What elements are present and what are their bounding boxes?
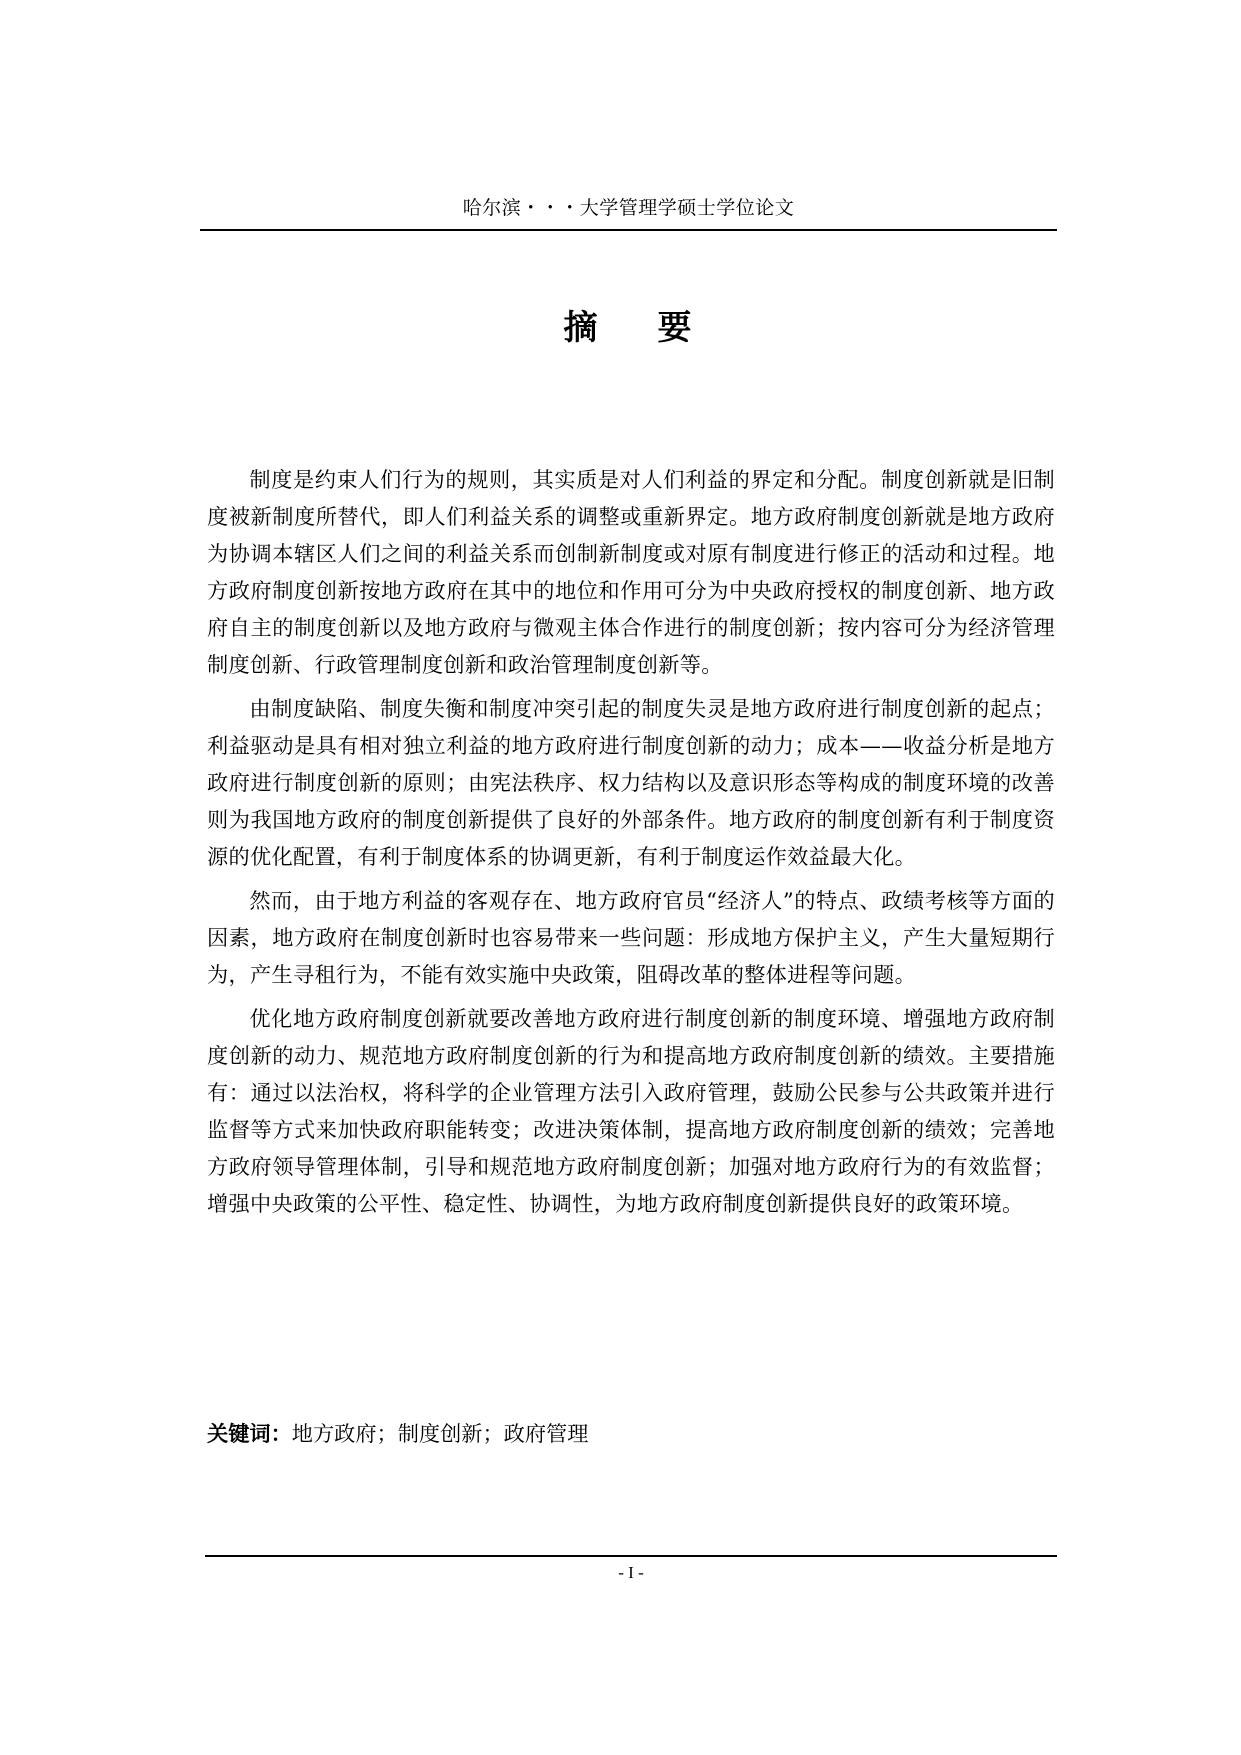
abstract-title [200,306,1057,350]
abstract-paragraph-2: 由制度缺陷、制度失衡和制度冲突引起的制度失灵是地方政府进行制度创新的起点；利益驱动是具有相对独立利益的地方政府进行制度创新的动力；成本——收益分析是地方政府进行制度创新的原则；由宪法秩序、权力结构以及意识形态等构成的制度环境的改善则为我国地方政府的制度创新提供了良好的外部条件。地方政府的制度创新有利于制度资源的优化配置，有利于制度体系的协调更新，有利于制度运作效益最大化。 [207,696,1055,869]
running-header: 哈尔滨・・・大学管理学硕士学位论文 [462,197,795,219]
header-rule [200,229,1057,231]
title-char-2: 要 [657,308,694,348]
footer-rule [205,1555,1057,1557]
abstract-paragraph-3: 然而，由于地方利益的客观存在、地方政府官员“经济人”的特点、政绩考核等方面的因素，地方政府在制度创新时也容易带来一些问题：形成地方保护主义，产生大量短期行为，产生寻租行为，不能有效实施中央政策，阻碍改革的整体进程等问题。 [207,888,1055,987]
title-char-1: 摘 [563,308,600,348]
abstract-paragraph-1: 制度是约束人们行为的规则，其实质是对人们利益的界定和分配。制度创新就是旧制度被新制度所替代，即人们利益关系的调整或重新界定。地方政府制度创新就是地方政府为协调本辖区人们之间的利益关系而创制新制度或对原有制度进行修正的活动和过程。地方政府制度创新按地方政府在其中的地位和作用可分为中央政府授权的制度创新、地方政府自主的制度创新以及地方政府与微观主体合作进行的制度创新；按内容可分为经济管理制度创新、行政管理制度创新和政治管理制度创新等。 [207,467,1055,677]
page-number: - I - [618,1563,644,1582]
abstract-paragraph-4: 优化地方政府制度创新就要改善地方政府进行制度创新的制度环境、增强地方政府制度创新的动力、规范地方政府制度创新的行为和提高地方政府制度创新的绩效。主要措施有：通过以法治权，将科学的企业管理方法引入政府管理，鼓励公民参与公共政策并进行监督等方式来加快政府职能转变；改进决策体制，提高地方政府制度创新的绩效；完善地方政府领导管理体制，引导和规范地方政府制度创新；加强对地方政府行为的有效监督；增强中央政策的公平性、稳定性、协调性，为地方政府制度创新提供良好的政策环境。 [207,1006,1055,1216]
abstract-body [207,461,1055,1229]
keywords-line [207,1419,1055,1449]
keywords-value: 地方政府；制度创新；政府管理 [291,1421,589,1446]
keywords-label: 关键词： [207,1421,292,1446]
